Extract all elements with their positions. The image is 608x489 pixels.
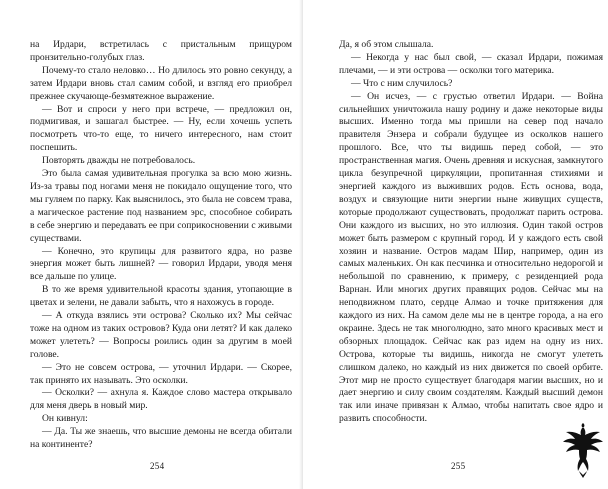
paragraph: Да, я об этом слышала.	[339, 39, 434, 50]
paragraph: — Конечно, это крупицы для развитого ядра, но разве энергия может быть лишней? — говорил Ирдари, уводя меня все дальше по улице.	[30, 245, 292, 283]
paragraph: — Некогда у нас был свой, — сказал Ирдари, пожимая плечами, — и эти острова — осколки того материка.	[339, 51, 603, 76]
paragraph: Он кивнул:	[42, 413, 88, 425]
paragraph: — Да. Ты же знаешь, что высшие демоны не всегда обитали на континенте?	[30, 426, 292, 451]
paragraph: Это была самая удивительная прогулка за всю мою жизнь. Из-за травы под ногами меня не покидало ощущение того, что мы гуляем по парку. Как выяснилось, это была не совсем трава, а магическое растение под названием эрс, способное собирать в себе энергию и передавать ее при соприкосновении с живыми существами.	[30, 168, 292, 244]
page-number-left: 254	[150, 461, 165, 471]
paragraph: В то же время удивительной красоты здания, утопающие в цветах и зелени, не давали забыть, что я нахожусь в городе.	[30, 284, 292, 309]
paragraph: Повторять дважды не потребовалось.	[42, 155, 196, 167]
right-page	[303, 0, 608, 489]
paragraph: Почему-то стало неловко… Но длилось это ровно секунду, а затем Ирдари вновь стал самим собой, и взгляд его приобрел прежнее скучающе-безмятежное выражение.	[30, 64, 292, 102]
paragraph: — А откуда взялись эти острова? Сколько их? Мы сейчас тоже на одном из таких островов? Куда они летят? И как далеко может улететь? — Вопросы роились один за другим в моей голове.	[30, 310, 292, 360]
paragraph: — Что с ним случилось?	[351, 77, 453, 89]
phoenix-icon	[561, 421, 605, 479]
paragraph: — Он исчез, — с грустью ответил Ирдари. — Война сильнейших уничтожила нашу родину и даже некоторые виды высших. Именно тогда мы пришли на север под начало правителя Энзера и собрали будущее из осколков нашего прошлого. Все, что ты видишь перед собой, — это пространственная магия. Очень древняя и искусная, замкнутого цикла безупречной циркуляции, пропитанная стихиями и энергией каждого из выживших родов. Есть основа, вода, воздух и связующие нити энергии ныне живущих существ, которые продолжают существовать, продолжат парить острова. Они каждого из высших, но это иллюзия. Один такой остров может быть размером с крупный город. И у каждого есть свой хозяин и название. Остров мадам Шир, например, один из самых маленьких. Он как песчинка и относительно недорогой и небольшой по сравнению, к примеру, с резиденцией рода Варнан. Или многих других правящих родов. Сейчас мы на неподвижном плато, сердце Алмао и точке притяжения для каждого из них. На самом деле мы не в центре города, а на его окраине. Здесь не так многолюдно, зато много красивых мест и обзорных площадок. Сейчас как раз идем на одну из них. Острова, которые ты видишь, никогда не смогут улететь слишком далеко, но каждый из них движется по своей орбите. Этот мир не просто существует благодаря магии высших, но и дает энергию и силу своим создателям. Каждый высший демон так или иначе привязан к Алмао, чтобы напитать свое ядро и развить способности.	[339, 90, 603, 425]
right-page-text	[339, 39, 603, 426]
paragraph: — Это не совсем острова, — уточнил Ирдари. — Скорее, так принято их называть. Это осколки.	[30, 361, 292, 386]
paragraph: — Осколки? — ахнула я. Каждое слово мастера открывало для меня дверь в новый мир.	[30, 387, 292, 412]
paragraph: на Ирдари, встретилась с пристальным прищуром пронзительно-голубых глаз.	[30, 39, 292, 63]
left-page-text	[30, 39, 292, 452]
page-number-right: 255	[451, 461, 466, 471]
paragraph: — Вот и спроси у него при встрече, — предложил он, подмигивая, и зашагал быстрее. — Ну, если хочешь успеть посмотреть что-то еще, то ничего интересного, нам стоит поспешить.	[30, 103, 292, 154]
left-page	[0, 0, 303, 489]
